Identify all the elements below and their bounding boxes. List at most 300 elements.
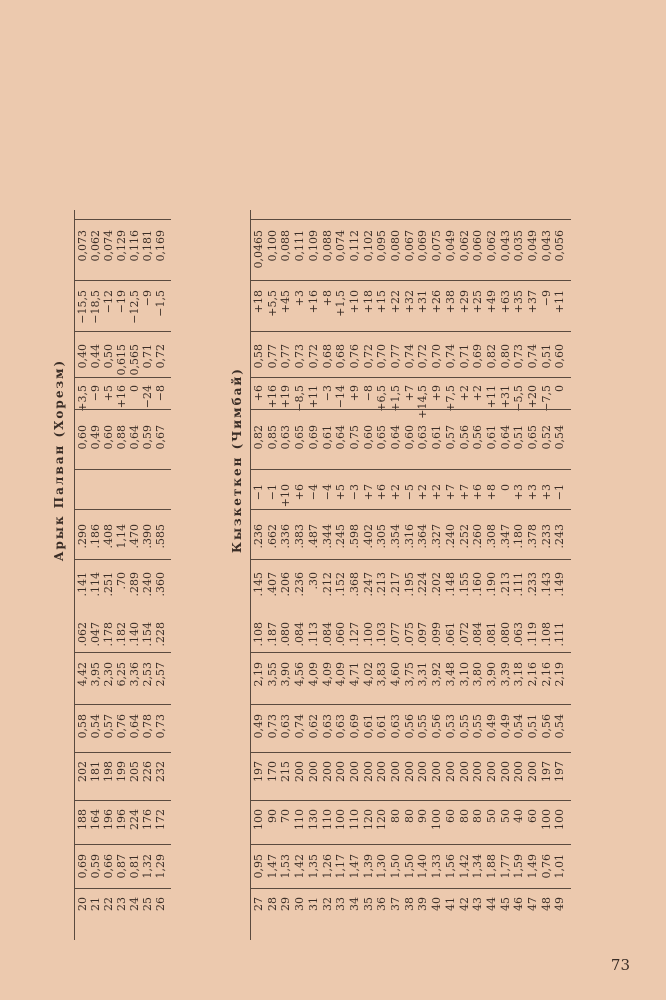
table-cell: 0,102 [361,230,375,262]
table-cell: 0,181 [141,230,154,262]
table-cell: 1,40 [416,854,430,879]
table-cell: 0,112 [347,230,361,262]
table-cell: 0,55 [416,714,430,739]
table-cell: 0,69 [76,854,89,879]
table-cell: .075 [402,622,416,647]
table-cell: .408 [102,524,115,549]
table-cell: 0,77 [279,344,293,369]
table-cell: 90 [416,809,430,823]
table-cell: −9 [539,290,553,307]
table-cell: 23 [115,897,128,911]
table-cell: +14,5 [416,385,430,419]
table-cell: 34 [347,897,361,911]
table-cell: 197 [553,761,567,782]
table-cell: .585 [154,524,167,549]
table-cell: 38 [402,897,416,911]
table-cell: +45 [279,290,293,314]
table-cell: 0,70 [430,344,444,369]
table-cell: .180 [512,524,526,549]
table-cell: 0,66 [102,854,115,879]
table-cell: .407 [265,572,279,597]
table-row [552,0,568,1000]
table-cell: .212 [320,572,334,597]
table-cell: .060 [334,622,348,647]
table-cell: .245 [334,524,348,549]
table-cell: .113 [306,622,320,647]
table-cell: 0,69 [347,714,361,739]
table-cell: .152 [334,572,348,597]
column-divider [250,509,571,510]
table-cell: 199 [115,761,128,782]
table-cell: .217 [389,572,402,597]
table-cell: .178 [102,622,115,647]
table-cell: .097 [416,622,430,647]
table-cell: 200 [361,761,375,782]
table-cell: .360 [154,572,167,597]
table-cell: 0,63 [334,714,348,739]
table-cell: 0,169 [154,230,167,262]
table-cell: 120 [375,809,389,830]
column-divider [74,377,171,378]
table-cell: .70 [115,572,128,590]
table-cell: 36 [375,897,389,911]
table-cell: 0,80 [498,344,512,369]
table-cell: +26 [430,290,444,314]
table-cell: 2,19 [252,662,265,687]
table-cell: 0,85 [265,425,279,450]
table-cell: 1,29 [154,854,167,879]
table-cell: 0,63 [279,425,293,450]
table-cell: .316 [402,524,416,549]
table-cell: .182 [115,622,128,647]
table-cell: 4,71 [347,662,361,687]
table-cell: 4,60 [389,662,402,687]
table-cell: .111 [512,572,526,597]
table-cell: 0,56 [457,425,471,450]
table-cell: .149 [553,572,567,597]
table-cell: 0,080 [389,230,402,262]
table-cell: −4 [320,484,334,501]
table-cell: 47 [526,897,539,911]
table-cell: 0,82 [252,425,265,450]
table-cell: 0,088 [279,230,293,262]
table-cell: +2 [389,484,402,501]
column-divider [250,280,571,281]
table-cell: −1,5 [154,290,167,317]
column-divider [250,844,571,845]
table-cell: 0,088 [320,230,334,262]
table-cell: 0,049 [443,230,457,262]
table-cell: 3,83 [375,662,389,687]
table-cell: −5,5 [512,385,526,412]
table-cell: 0,067 [402,230,416,262]
table-cell: +25 [471,290,485,314]
table-cell: +29 [457,290,471,314]
table-cell: 46 [512,897,526,911]
table-cell: .236 [252,524,265,549]
table-cell: 0,035 [512,230,526,262]
table-cell: .099 [430,622,444,647]
table-cell: 0,56 [402,714,416,739]
table-cell: −3 [320,385,334,402]
table-cell: 3,39 [498,662,512,687]
table-cell: 2,53 [141,662,154,687]
table-cell: 198 [102,761,115,782]
column-divider [74,844,171,845]
table-cell: 39 [416,897,430,911]
table-cell: −1 [252,484,265,501]
table-cell: 0,069 [416,230,430,262]
table-cell: 0,075 [430,230,444,262]
table-row [153,0,169,1000]
table-cell: 200 [416,761,430,782]
table-cell: 0,565 [128,344,141,376]
table-cell: 0,043 [498,230,512,262]
table-cell: 0,64 [334,425,348,450]
table-cell: .260 [471,524,485,549]
table-cell: +2 [430,484,444,501]
table-cell: +7 [443,484,457,501]
table-cell: .141 [76,572,89,597]
table-cell: 3,90 [484,662,498,687]
table-cell: +32 [402,290,416,314]
table-cell: +3 [539,484,553,501]
table-cell: +31 [498,385,512,409]
table-cell: 40 [512,809,526,823]
table-cell: −15,5 [76,290,89,324]
column-divider [74,469,171,470]
column-divider [250,219,571,220]
table-cell: 43 [471,897,485,911]
table-cell: 0,74 [402,344,416,369]
table-cell: 2,16 [526,662,539,687]
table-cell: 41 [443,897,457,911]
table-cell: −19 [115,290,128,314]
table-cell: 215 [279,761,293,782]
table-cell: 0,60 [76,425,89,450]
table-cell: 1,56 [443,854,457,879]
table-cell: 0,95 [252,854,265,879]
table-cell: +8 [484,484,498,501]
table-cell: 0,100 [265,230,279,262]
table-cell: 0,060 [471,230,485,262]
table-cell: 0,63 [416,425,430,450]
table-cell: 0,74 [526,344,539,369]
table-cell: 0,71 [457,344,471,369]
table-cell: 100 [430,809,444,830]
table-cell: −24 [141,385,154,409]
table-cell: +6 [375,484,389,501]
table-cell: .072 [457,622,471,647]
table-cell: 0,74 [443,344,457,369]
table-cell: 202 [76,761,89,782]
table-cell: .186 [89,524,102,549]
table-cell: 0,87 [115,854,128,879]
table-cell: 3,18 [512,662,526,687]
table-cell: .111 [553,622,567,647]
table-cell: 4,42 [76,662,89,687]
table-cell: 49 [553,897,567,911]
table-cell: 60 [526,809,539,823]
table-cell: +3 [526,484,539,501]
table-cell: +6 [252,385,265,402]
table-cell: +1,5 [389,385,402,412]
table-cell: 200 [293,761,307,782]
table-cell: 0,062 [89,230,102,262]
table-cell: 200 [320,761,334,782]
table-cell: +9 [430,385,444,402]
table-cell: 1,26 [320,854,334,879]
table-cell: 1,34 [471,854,485,879]
table-cell: +16 [306,290,320,314]
table-cell: +11 [306,385,320,409]
table-cell: 0,65 [375,425,389,450]
table-cell: 1,47 [347,854,361,879]
table-cell: 0,56 [471,425,485,450]
table-cell: .289 [128,572,141,597]
table-cell: .30 [306,572,320,590]
table-cell: 200 [443,761,457,782]
table-cell: .202 [430,572,444,597]
table-cell: 200 [389,761,402,782]
table-cell: +5 [334,484,348,501]
table-cell: 0,55 [457,714,471,739]
table-cell: +10 [279,484,293,508]
table-cell: 3,10 [457,662,471,687]
table-cell: .233 [526,572,539,597]
table-cell: 205 [128,761,141,782]
table-cell: .327 [430,524,444,549]
table-cell: 0,64 [389,425,402,450]
table-cell: .206 [279,572,293,597]
table-cell: 0,61 [361,714,375,739]
table-cell: 200 [498,761,512,782]
table-cell: 33 [334,897,348,911]
table-cell: 0,64 [498,425,512,450]
table-cell: 0,49 [252,714,265,739]
table-cell: 21 [89,897,102,911]
table-cell: 0,70 [375,344,389,369]
column-divider [74,409,171,410]
column-divider [250,752,571,753]
table-cell: .155 [457,572,471,597]
table-cell: 0,40 [76,344,89,369]
table-cell: 0,72 [416,344,430,369]
column-divider [74,800,171,801]
table-cell: 0,049 [526,230,539,262]
table-cell: .108 [539,622,553,647]
table-cell: .247 [361,572,375,597]
table-cell: +7 [361,484,375,501]
table-cell: .224 [416,572,430,597]
table-cell: 1,17 [334,854,348,879]
table-cell: +2 [457,385,471,402]
table-cell: 0,062 [484,230,498,262]
table-cell: .383 [293,524,307,549]
table-cell: 48 [539,897,553,911]
table-cell: 0 [498,484,512,491]
table-cell: 3,48 [443,662,457,687]
table-cell: 2,57 [154,662,167,687]
table-cell: 1,30 [375,854,389,879]
table-cell: .364 [416,524,430,549]
table-cell: +9 [347,385,361,402]
table-cell: 170 [265,761,279,782]
table-cell: .252 [457,524,471,549]
table-cell: 0,78 [141,714,154,739]
table-cell: 35 [361,897,375,911]
table-cell: +18 [252,290,265,314]
table-cell: 0,63 [279,714,293,739]
table-cell: .598 [347,524,361,549]
table-cell: 50 [498,809,512,823]
table-cell: .487 [306,524,320,549]
table-cell: .240 [141,572,154,597]
table-cell: 4,09 [320,662,334,687]
table-cell: 0,095 [375,230,389,262]
table-cell: −1 [553,484,567,501]
table-cell: 0,53 [443,714,457,739]
table-cell: .160 [471,572,485,597]
table-cell: 0,61 [320,425,334,450]
table-cell: 181 [89,761,102,782]
table-cell: 0,62 [306,714,320,739]
table-cell: .119 [526,622,539,647]
table-cell: .233 [539,524,553,549]
table-cell: 0,0465 [252,230,265,269]
table-cell: .187 [265,622,279,647]
table-cell: 25 [141,897,154,911]
table-cell: 2,16 [539,662,553,687]
column-divider [250,800,571,801]
table-cell: 110 [320,809,334,830]
table-cell: 0,55 [471,714,485,739]
table-cell: .108 [252,622,265,647]
table-cell: 31 [306,897,320,911]
table-cell: .063 [512,622,526,647]
table-cell: 0,72 [154,344,167,369]
table-cell: .344 [320,524,334,549]
table-cell: 40 [430,897,444,911]
column-divider [250,559,571,560]
table-cell: 3,31 [416,662,430,687]
table-cell: +6 [471,484,485,501]
table-cell: 1,49 [526,854,539,879]
table-cell: 0,71 [141,344,154,369]
page-number: 73 [610,956,630,974]
table-cell: 0,72 [361,344,375,369]
table-cell: 0,76 [115,714,128,739]
table-cell: −9 [141,290,154,307]
table-cell: 0,68 [320,344,334,369]
table-cell: 0,59 [89,854,102,879]
table-cell: 0,51 [539,344,553,369]
table-cell: 0,81 [128,854,141,879]
table-cell: .243 [553,524,567,549]
table-cell: 0,57 [443,425,457,450]
table-cell: 2,30 [102,662,115,687]
table-cell: 0,44 [89,344,102,369]
column-divider [250,652,571,653]
table-cell: 100 [334,809,348,830]
table-cell: 0,58 [76,714,89,739]
table-cell: .378 [526,524,539,549]
table-cell: 0,77 [389,344,402,369]
table-cell: .402 [361,524,375,549]
table-cell: .047 [89,622,102,647]
table-cell: 0,111 [293,230,307,262]
table-cell: .305 [375,524,389,549]
table-cell: 50 [484,809,498,823]
table-cell: 110 [347,809,361,830]
column-divider [250,469,571,470]
table-cell: .290 [76,524,89,549]
table-cell: 0,58 [252,344,265,369]
table-cell: 100 [252,809,265,830]
table-cell: 0,50 [102,344,115,369]
table-cell: .145 [252,572,265,597]
table-cell: 0,73 [265,714,279,739]
table-cell: 3,36 [128,662,141,687]
table-cell: +10 [347,290,361,314]
table-cell: 200 [512,761,526,782]
table-cell: 224 [128,809,141,830]
table-cell: .236 [293,572,307,597]
table-cell: 1,42 [293,854,307,879]
section-title: Арык Палван (Хорезм) [52,358,66,562]
table-cell: 0,54 [89,714,102,739]
table-cell: 28 [265,897,279,911]
table-cell: +63 [498,290,512,314]
table-cell: 3,92 [430,662,444,687]
column-divider [74,704,171,705]
table-cell: −14 [334,385,348,409]
table-cell: .080 [498,622,512,647]
table-cell: +7 [402,385,416,402]
table-cell: 1,50 [389,854,402,879]
table-cell: 0,65 [293,425,307,450]
table-cell: −1 [265,484,279,501]
column-divider [74,509,171,510]
table-cell: 1,88 [484,854,498,879]
table-cell: .662 [265,524,279,549]
table-cell: +16 [265,385,279,409]
table-cell: 80 [389,809,402,823]
table-cell: .084 [293,622,307,647]
table-cell: +15 [375,290,389,314]
table-cell: 0,68 [334,344,348,369]
table-cell: 1,47 [265,854,279,879]
table-cell: .368 [347,572,361,597]
table-cell: 90 [265,809,279,823]
table-cell: 0,63 [389,714,402,739]
table-cell: 1,42 [457,854,471,879]
table-cell: 0,59 [141,425,154,450]
table-cell: 60 [443,809,457,823]
table-cell: 0,116 [128,230,141,262]
table-cell: 3,95 [89,662,102,687]
table-cell: −8 [361,385,375,402]
table-cell: 0,056 [553,230,567,262]
table-cell: 200 [347,761,361,782]
table-cell: 26 [154,897,167,911]
table-cell: 1,77 [498,854,512,879]
table-cell: 0,76 [539,854,553,879]
table-cell: 1,14 [115,524,128,549]
table-cell: +6 [293,484,307,501]
table-cell: .154 [141,622,154,647]
table-cell: 0,074 [102,230,115,262]
